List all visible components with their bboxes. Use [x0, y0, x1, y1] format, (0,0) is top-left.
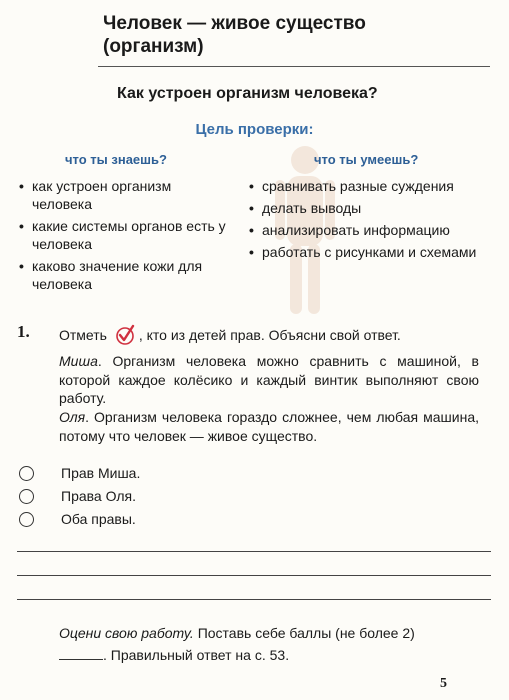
task-prompt: Отметь , кто из детей прав. Объясни свой ответ. [59, 324, 401, 346]
bullet-icon: • [249, 222, 254, 238]
option-olya[interactable]: Права Оля. [19, 488, 136, 504]
radio-circle[interactable] [19, 489, 34, 504]
know-heading: что ты знаешь? [65, 152, 167, 167]
goal-heading: Цель проверки: [195, 121, 314, 138]
skills-heading: что ты умеешь? [314, 152, 419, 167]
bullet-icon: • [19, 258, 24, 274]
bullet-icon: • [249, 244, 254, 260]
skill-item: • работать с рисунками и схемами [249, 244, 477, 260]
answer-line[interactable] [17, 551, 491, 552]
know-item: • какие системы органов есть у человека [19, 218, 226, 252]
option-both[interactable]: Оба правы. [19, 511, 136, 527]
know-list [19, 177, 234, 297]
section-subtitle: Как устроен организм человека? [117, 85, 378, 102]
radio-circle[interactable] [19, 512, 34, 527]
bullet-icon: • [19, 218, 24, 234]
know-item: • каково значение кожи для человека [19, 258, 203, 292]
skill-item: • делать выводы [249, 200, 362, 216]
skills-list [249, 177, 499, 265]
score-blank[interactable] [59, 647, 103, 660]
skill-item: • анализировать информацию [249, 222, 450, 238]
page-title-line1: Человек — живое существо [103, 13, 366, 34]
know-item: • как устроен организм человека [19, 178, 172, 212]
answer-line[interactable] [17, 575, 491, 576]
misha-statement: Миша. Организм человека можно сравнить с машиной, в которой каждое колёсико и каждый винтик выполняют свою работу. [59, 353, 479, 406]
bullet-icon: • [249, 200, 254, 216]
skill-item: • сравнивать разные суждения [249, 178, 454, 194]
page-title [103, 12, 423, 58]
checkmark-circle-icon [114, 324, 136, 346]
task-number: 1. [17, 322, 30, 341]
answer-line[interactable] [17, 599, 491, 600]
title-divider [98, 66, 490, 67]
evaluation-label: Оцени свою работу. [59, 625, 194, 641]
option-misha[interactable]: Прав Миша. [19, 465, 140, 481]
bullet-icon: • [19, 178, 24, 194]
radio-circle[interactable] [19, 466, 34, 481]
self-evaluation: Оцени свою работу. Поставь себе баллы (не более 2) . Правильный ответ на с. 53. [59, 625, 415, 663]
page-title-line2: (организм) [103, 36, 204, 57]
olya-statement: Оля. Организм человека гораздо сложнее, чем любая машина, потому что человек — живое существо. [59, 409, 479, 444]
bullet-icon: • [249, 178, 254, 194]
page-number: 5 [440, 676, 447, 691]
